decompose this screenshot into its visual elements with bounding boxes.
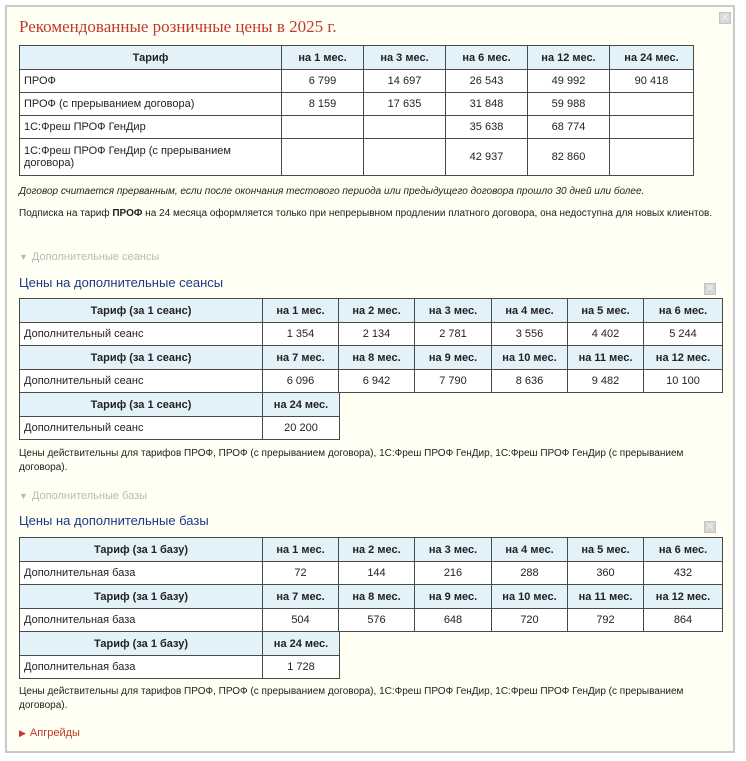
- price-cell: 864: [644, 609, 723, 632]
- price-cell: 720: [492, 609, 568, 632]
- header-tariff: Тариф (за 1 базу): [20, 585, 263, 609]
- bases-note: Цены действительны для тарифов ПРОФ, ПРОФ (с прерыванием договора), 1С:Фреш ПРОФ ГенДир, 1С:Фреш ПРОФ ГенДир (с прерыванием договора).: [19, 686, 684, 711]
- price-cell: 90 418: [610, 70, 694, 93]
- close-icon[interactable]: ×: [705, 283, 715, 294]
- sessions-toggle-label: Дополнительные сеансы: [31, 251, 160, 263]
- bases-toggle[interactable]: [19, 490, 147, 502]
- upgrades-toggle[interactable]: [19, 727, 80, 739]
- price-cell: 144: [339, 562, 415, 585]
- row-label: Дополнительная база: [20, 609, 263, 632]
- price-cell: 792: [568, 609, 644, 632]
- close-icon[interactable]: ×: [705, 521, 715, 532]
- price-cell: 8 159: [282, 93, 364, 116]
- table-row: [20, 609, 723, 632]
- price-panel: [5, 5, 735, 753]
- price-cell: [364, 116, 446, 139]
- header-tariff: Тариф: [20, 46, 282, 70]
- header-period: на 10 мес.: [492, 585, 568, 609]
- price-cell: [282, 139, 364, 176]
- price-cell: 432: [644, 562, 723, 585]
- table-row: [20, 656, 340, 679]
- price-cell: 1 354: [263, 323, 339, 346]
- table-header-row: [20, 299, 723, 323]
- page-title: Рекомендованные розничные цены в 2025 г.: [19, 17, 337, 36]
- header-period: на 2 мес.: [339, 538, 415, 562]
- header-tariff: Тариф (за 1 сеанс): [20, 393, 263, 417]
- table-row: [20, 116, 694, 139]
- price-cell: 14 697: [364, 70, 446, 93]
- triangle-down-icon: ▼: [19, 252, 28, 262]
- header-1m: на 1 мес.: [282, 46, 364, 70]
- sessions-table-a: [19, 298, 723, 393]
- header-period: на 4 мес.: [492, 299, 568, 323]
- tariff-name: 1С:Фреш ПРОФ ГенДир (с прерыванием договора): [20, 139, 282, 176]
- row-label: Дополнительная база: [20, 562, 263, 585]
- close-icon[interactable]: ×: [720, 12, 730, 23]
- price-cell: 360: [568, 562, 644, 585]
- row-label: Дополнительная база: [20, 656, 263, 679]
- sessions-note: Цены действительны для тарифов ПРОФ, ПРОФ (с прерыванием договора), 1С:Фреш ПРОФ ГенДир, 1С:Фреш ПРОФ ГенДир (с прерыванием договора).: [19, 448, 684, 473]
- price-cell: 35 638: [446, 116, 528, 139]
- price-cell: 8 636: [492, 370, 568, 393]
- header-period: на 3 мес.: [415, 299, 492, 323]
- header-12m: на 12 мес.: [528, 46, 610, 70]
- header-period: на 24 мес.: [263, 632, 340, 656]
- sessions-table-c: [19, 392, 340, 440]
- price-cell: 68 774: [528, 116, 610, 139]
- price-cell: [282, 116, 364, 139]
- header-6m: на 6 мес.: [446, 46, 528, 70]
- header-period: на 10 мес.: [492, 346, 568, 370]
- upgrades-toggle-label: Апгрейды: [29, 727, 80, 739]
- tariff-name: ПРОФ (с прерыванием договора): [20, 93, 282, 116]
- table-header-row: [20, 346, 723, 370]
- tariff-name: ПРОФ: [20, 70, 282, 93]
- bases-toggle-label: Дополнительные базы: [31, 490, 148, 502]
- note-text: на 24 месяца оформляется только при непрерывном продлении платного договора, она недоступна для новых клиентов.: [142, 208, 713, 219]
- price-cell: 17 635: [364, 93, 446, 116]
- price-cell: 7 790: [415, 370, 492, 393]
- note-text: Подписка на тариф: [19, 208, 113, 219]
- sessions-title: Цены на дополнительные сеансы: [19, 275, 224, 290]
- header-period: на 5 мес.: [568, 538, 644, 562]
- header-period: на 9 мес.: [415, 346, 492, 370]
- header-24m: на 24 мес.: [610, 46, 694, 70]
- price-cell: 20 200: [263, 417, 340, 440]
- price-cell: 4 402: [568, 323, 644, 346]
- row-label: Дополнительный сеанс: [20, 370, 263, 393]
- bases-title: Цены на дополнительные базы: [19, 513, 209, 528]
- header-period: на 11 мес.: [568, 585, 644, 609]
- header-period: на 5 мес.: [568, 299, 644, 323]
- table-row: [20, 93, 694, 116]
- header-period: на 7 мес.: [263, 585, 339, 609]
- contract-break-note: Договор считается прерванным, если после окончания тестового периода или предыдущего договора прошло 30 дней или более.: [19, 186, 645, 197]
- header-period: на 6 мес.: [644, 299, 723, 323]
- price-cell: 49 992: [528, 70, 610, 93]
- table-header-row: [20, 46, 694, 70]
- row-label: Дополнительный сеанс: [20, 323, 263, 346]
- price-cell: 1 728: [263, 656, 340, 679]
- price-cell: [610, 93, 694, 116]
- table-header-row: [20, 393, 340, 417]
- header-period: на 1 мес.: [263, 538, 339, 562]
- prof-24m-note: [19, 207, 719, 221]
- price-cell: 9 482: [568, 370, 644, 393]
- header-tariff: Тариф (за 1 базу): [20, 632, 263, 656]
- price-cell: 5 244: [644, 323, 723, 346]
- price-cell: 3 556: [492, 323, 568, 346]
- table-row: [20, 70, 694, 93]
- price-cell: 10 100: [644, 370, 723, 393]
- price-cell: 59 988: [528, 93, 610, 116]
- price-cell: 216: [415, 562, 492, 585]
- price-cell: 288: [492, 562, 568, 585]
- table-row: [20, 562, 723, 585]
- price-cell: 6 942: [339, 370, 415, 393]
- tariff-table: [19, 45, 694, 176]
- table-row: [20, 370, 723, 393]
- table-header-row: [20, 632, 340, 656]
- header-period: на 9 мес.: [415, 585, 492, 609]
- table-header-row: [20, 585, 723, 609]
- price-cell: [610, 116, 694, 139]
- header-period: на 6 мес.: [644, 538, 723, 562]
- table-row: [20, 417, 340, 440]
- header-period: на 1 мес.: [263, 299, 339, 323]
- header-period: на 11 мес.: [568, 346, 644, 370]
- price-cell: 72: [263, 562, 339, 585]
- header-period: на 3 мес.: [415, 538, 492, 562]
- triangle-right-icon: ▶: [19, 728, 26, 738]
- price-cell: 26 543: [446, 70, 528, 93]
- header-period: на 12 мес.: [644, 346, 723, 370]
- header-period: на 7 мес.: [263, 346, 339, 370]
- header-period: на 8 мес.: [339, 585, 415, 609]
- price-cell: 576: [339, 609, 415, 632]
- price-cell: 648: [415, 609, 492, 632]
- header-period: на 4 мес.: [492, 538, 568, 562]
- header-period: на 2 мес.: [339, 299, 415, 323]
- price-cell: [610, 139, 694, 176]
- header-tariff: Тариф (за 1 базу): [20, 538, 263, 562]
- tariff-name: 1С:Фреш ПРОФ ГенДир: [20, 116, 282, 139]
- row-label: Дополнительный сеанс: [20, 417, 263, 440]
- bases-table-a: [19, 537, 723, 632]
- table-row: [20, 323, 723, 346]
- price-cell: 2 134: [339, 323, 415, 346]
- note-bold-tariff: ПРОФ: [112, 208, 143, 219]
- header-period: на 8 мес.: [339, 346, 415, 370]
- price-cell: 31 848: [446, 93, 528, 116]
- price-cell: 504: [263, 609, 339, 632]
- price-cell: 82 860: [528, 139, 610, 176]
- triangle-down-icon: ▼: [19, 491, 28, 501]
- header-period: на 12 мес.: [644, 585, 723, 609]
- header-period: на 24 мес.: [263, 393, 340, 417]
- price-cell: 6 799: [282, 70, 364, 93]
- header-tariff: Тариф (за 1 сеанс): [20, 346, 263, 370]
- price-cell: 2 781: [415, 323, 492, 346]
- table-header-row: [20, 538, 723, 562]
- table-row: [20, 139, 694, 176]
- price-cell: 6 096: [263, 370, 339, 393]
- bases-table-c: [19, 631, 340, 679]
- header-tariff: Тариф (за 1 сеанс): [20, 299, 263, 323]
- sessions-toggle[interactable]: [19, 251, 159, 263]
- price-cell: [364, 139, 446, 176]
- price-cell: 42 937: [446, 139, 528, 176]
- header-3m: на 3 мес.: [364, 46, 446, 70]
